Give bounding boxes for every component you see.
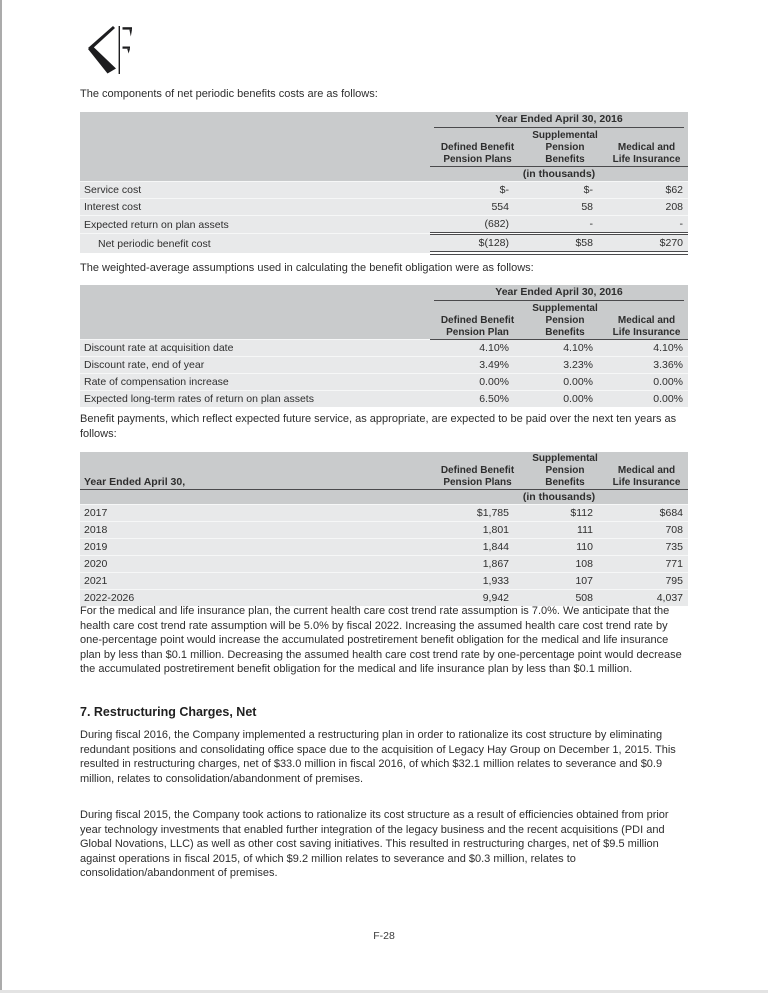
page-number: F-28 [373, 930, 395, 942]
value-cell: 4,037 [605, 590, 688, 607]
row-label: Discount rate at acquisition date [80, 340, 430, 357]
benefit-payments-table [80, 452, 688, 606]
value-cell: $- [525, 182, 605, 199]
column-header: Supplemental Pension Benefits [525, 302, 605, 340]
table-row [80, 573, 688, 590]
value-cell: 508 [525, 590, 605, 607]
spacer-cell [80, 302, 430, 340]
table-row [80, 216, 688, 234]
table-period-row [80, 285, 688, 302]
table-row [80, 391, 688, 408]
table-row [80, 340, 688, 357]
table-row [80, 522, 688, 539]
row-label: 2022-2026 [80, 590, 430, 607]
value-cell: 4.10% [605, 340, 688, 357]
value-cell: $684 [605, 505, 688, 522]
spacer-cell [80, 167, 430, 182]
value-cell: - [525, 216, 605, 234]
table-row [80, 505, 688, 522]
fiscal-2016-paragraph: During fiscal 2016, the Company implemented a restructuring plan in order to rationalize its cost structure by eliminating redundant positions and consolidating office space due to the acquisition of Legacy Hay Group on December 1, 2015. This resulted in restructuring charges, net of $33.0 million in fiscal 2016, of which $32.1 million relates to severance and $0.9 million, relates to consolidation/abandonment of premises. [80, 729, 676, 785]
spacer-cell [80, 112, 430, 129]
row-axis-header: Year Ended April 30, [80, 452, 430, 490]
value-cell: $58 [525, 234, 605, 254]
value-cell: 58 [525, 199, 605, 216]
intro-paragraph-2: The weighted-average assumptions used in calculating the benefit obligation were as follows: [80, 262, 534, 274]
medical-plan-paragraph: For the medical and life insurance plan, the current health care cost trend rate assumption is 7.0%. We anticipate that the health care cost trend rate assumption will be 5.0% by fiscal 2022. Increasing the assumed health care cost trend rate by one-percentage point would increase the accumulated postretirement benefit obligation for the medical and life insurance plan by less than $0.1 million. Decreasing the assumed health care cost trend rate by one-percentage point would decrease the accumulated postretirement benefit obligation for the medical and life insurance plan by less than $0.1 million. [80, 605, 682, 676]
value-cell: 3.49% [430, 357, 525, 374]
spacer-cell [80, 285, 430, 302]
period-header: Year Ended April 30, 2016 [434, 113, 684, 128]
value-cell: 111 [525, 522, 605, 539]
value-cell: $(128) [430, 234, 525, 254]
value-cell: 1,867 [430, 556, 525, 573]
korn-ferry-logo-icon [86, 26, 132, 74]
value-cell: 771 [605, 556, 688, 573]
table-row [80, 374, 688, 391]
period-header-cell [430, 112, 688, 129]
row-label: Rate of compensation increase [80, 374, 430, 391]
period-header: Year Ended April 30, 2016 [434, 286, 684, 301]
table-row [80, 556, 688, 573]
column-header: Supplemental Pension Benefits [525, 452, 605, 490]
period-header-cell [430, 285, 688, 302]
value-cell: 735 [605, 539, 688, 556]
table-total-row [80, 234, 688, 254]
table-row [80, 182, 688, 199]
column-header: Medical and Life Insurance [605, 302, 688, 340]
value-cell: $62 [605, 182, 688, 199]
value-cell: $- [430, 182, 525, 199]
units-note: (in thousands) [430, 490, 688, 505]
intro-paragraph-3: Benefit payments, which reflect expected future service, as appropriate, are expected to be paid over the next ten years as follows: [80, 413, 677, 440]
column-header: Defined Benefit Pension Plans [430, 129, 525, 167]
table-row [80, 539, 688, 556]
value-cell: $1,785 [430, 505, 525, 522]
row-label: 2021 [80, 573, 430, 590]
table-column-header-row [80, 129, 688, 167]
value-cell: 795 [605, 573, 688, 590]
row-label: 2018 [80, 522, 430, 539]
value-cell: 3.23% [525, 357, 605, 374]
value-cell: 208 [605, 199, 688, 216]
value-cell: (682) [430, 216, 525, 234]
table-column-header-row [80, 302, 688, 340]
row-label: Expected return on plan assets [80, 216, 430, 234]
fiscal-2015-paragraph: During fiscal 2015, the Company took actions to rationalize its cost structure as a result of efficiencies obtained from prior year technology investments that enabled further integration of the legacy business and the recent acquisitions (PDI and Global Novations, LLC) as well as other cost saving initiatives. This resulted in restructuring charges, net of $9.5 million against operations in fiscal 2015, of which $9.2 million relates to severance and $0.3 million, relates to consolidation/abandonment of premises. [80, 809, 669, 880]
page-edge-line [0, 0, 2, 993]
value-cell: 0.00% [605, 391, 688, 408]
row-label: 2019 [80, 539, 430, 556]
value-cell: 4.10% [525, 340, 605, 357]
value-cell: 107 [525, 573, 605, 590]
units-note: (in thousands) [430, 167, 688, 182]
row-label: Service cost [80, 182, 430, 199]
value-cell: - [605, 216, 688, 234]
value-cell: $270 [605, 234, 688, 254]
value-cell: 108 [525, 556, 605, 573]
net-periodic-benefit-cost-table [80, 112, 688, 255]
value-cell: 9,942 [430, 590, 525, 607]
column-header: Supplemental Pension Benefits [525, 129, 605, 167]
value-cell: 110 [525, 539, 605, 556]
value-cell: 4.10% [430, 340, 525, 357]
spacer-cell [80, 129, 430, 167]
value-cell: 3.36% [605, 357, 688, 374]
restructuring-heading: 7. Restructuring Charges, Net [80, 705, 257, 719]
value-cell: 1,844 [430, 539, 525, 556]
row-label: 2017 [80, 505, 430, 522]
value-cell: 708 [605, 522, 688, 539]
table-row [80, 357, 688, 374]
table-period-row [80, 112, 688, 129]
value-cell: 554 [430, 199, 525, 216]
value-cell: 0.00% [525, 391, 605, 408]
row-label: Discount rate, end of year [80, 357, 430, 374]
row-label: Interest cost [80, 199, 430, 216]
intro-paragraph-1: The components of net periodic benefits costs are as follows: [80, 88, 378, 100]
table-units-row [80, 490, 688, 505]
column-header: Medical and Life Insurance [605, 129, 688, 167]
column-header: Defined Benefit Pension Plans [430, 452, 525, 490]
value-cell: 0.00% [605, 374, 688, 391]
row-label: Net periodic benefit cost [80, 234, 430, 254]
spacer-cell [80, 490, 430, 505]
column-header: Medical and Life Insurance [605, 452, 688, 490]
value-cell: 1,933 [430, 573, 525, 590]
table-row [80, 199, 688, 216]
assumptions-table [80, 285, 688, 407]
table-column-header-row [80, 452, 688, 490]
value-cell: 1,801 [430, 522, 525, 539]
row-label: Expected long-term rates of return on plan assets [80, 391, 430, 408]
column-header: Defined Benefit Pension Plan [430, 302, 525, 340]
value-cell: 0.00% [525, 374, 605, 391]
value-cell: $112 [525, 505, 605, 522]
row-label: 2020 [80, 556, 430, 573]
value-cell: 6.50% [430, 391, 525, 408]
value-cell: 0.00% [430, 374, 525, 391]
table-units-row [80, 167, 688, 182]
